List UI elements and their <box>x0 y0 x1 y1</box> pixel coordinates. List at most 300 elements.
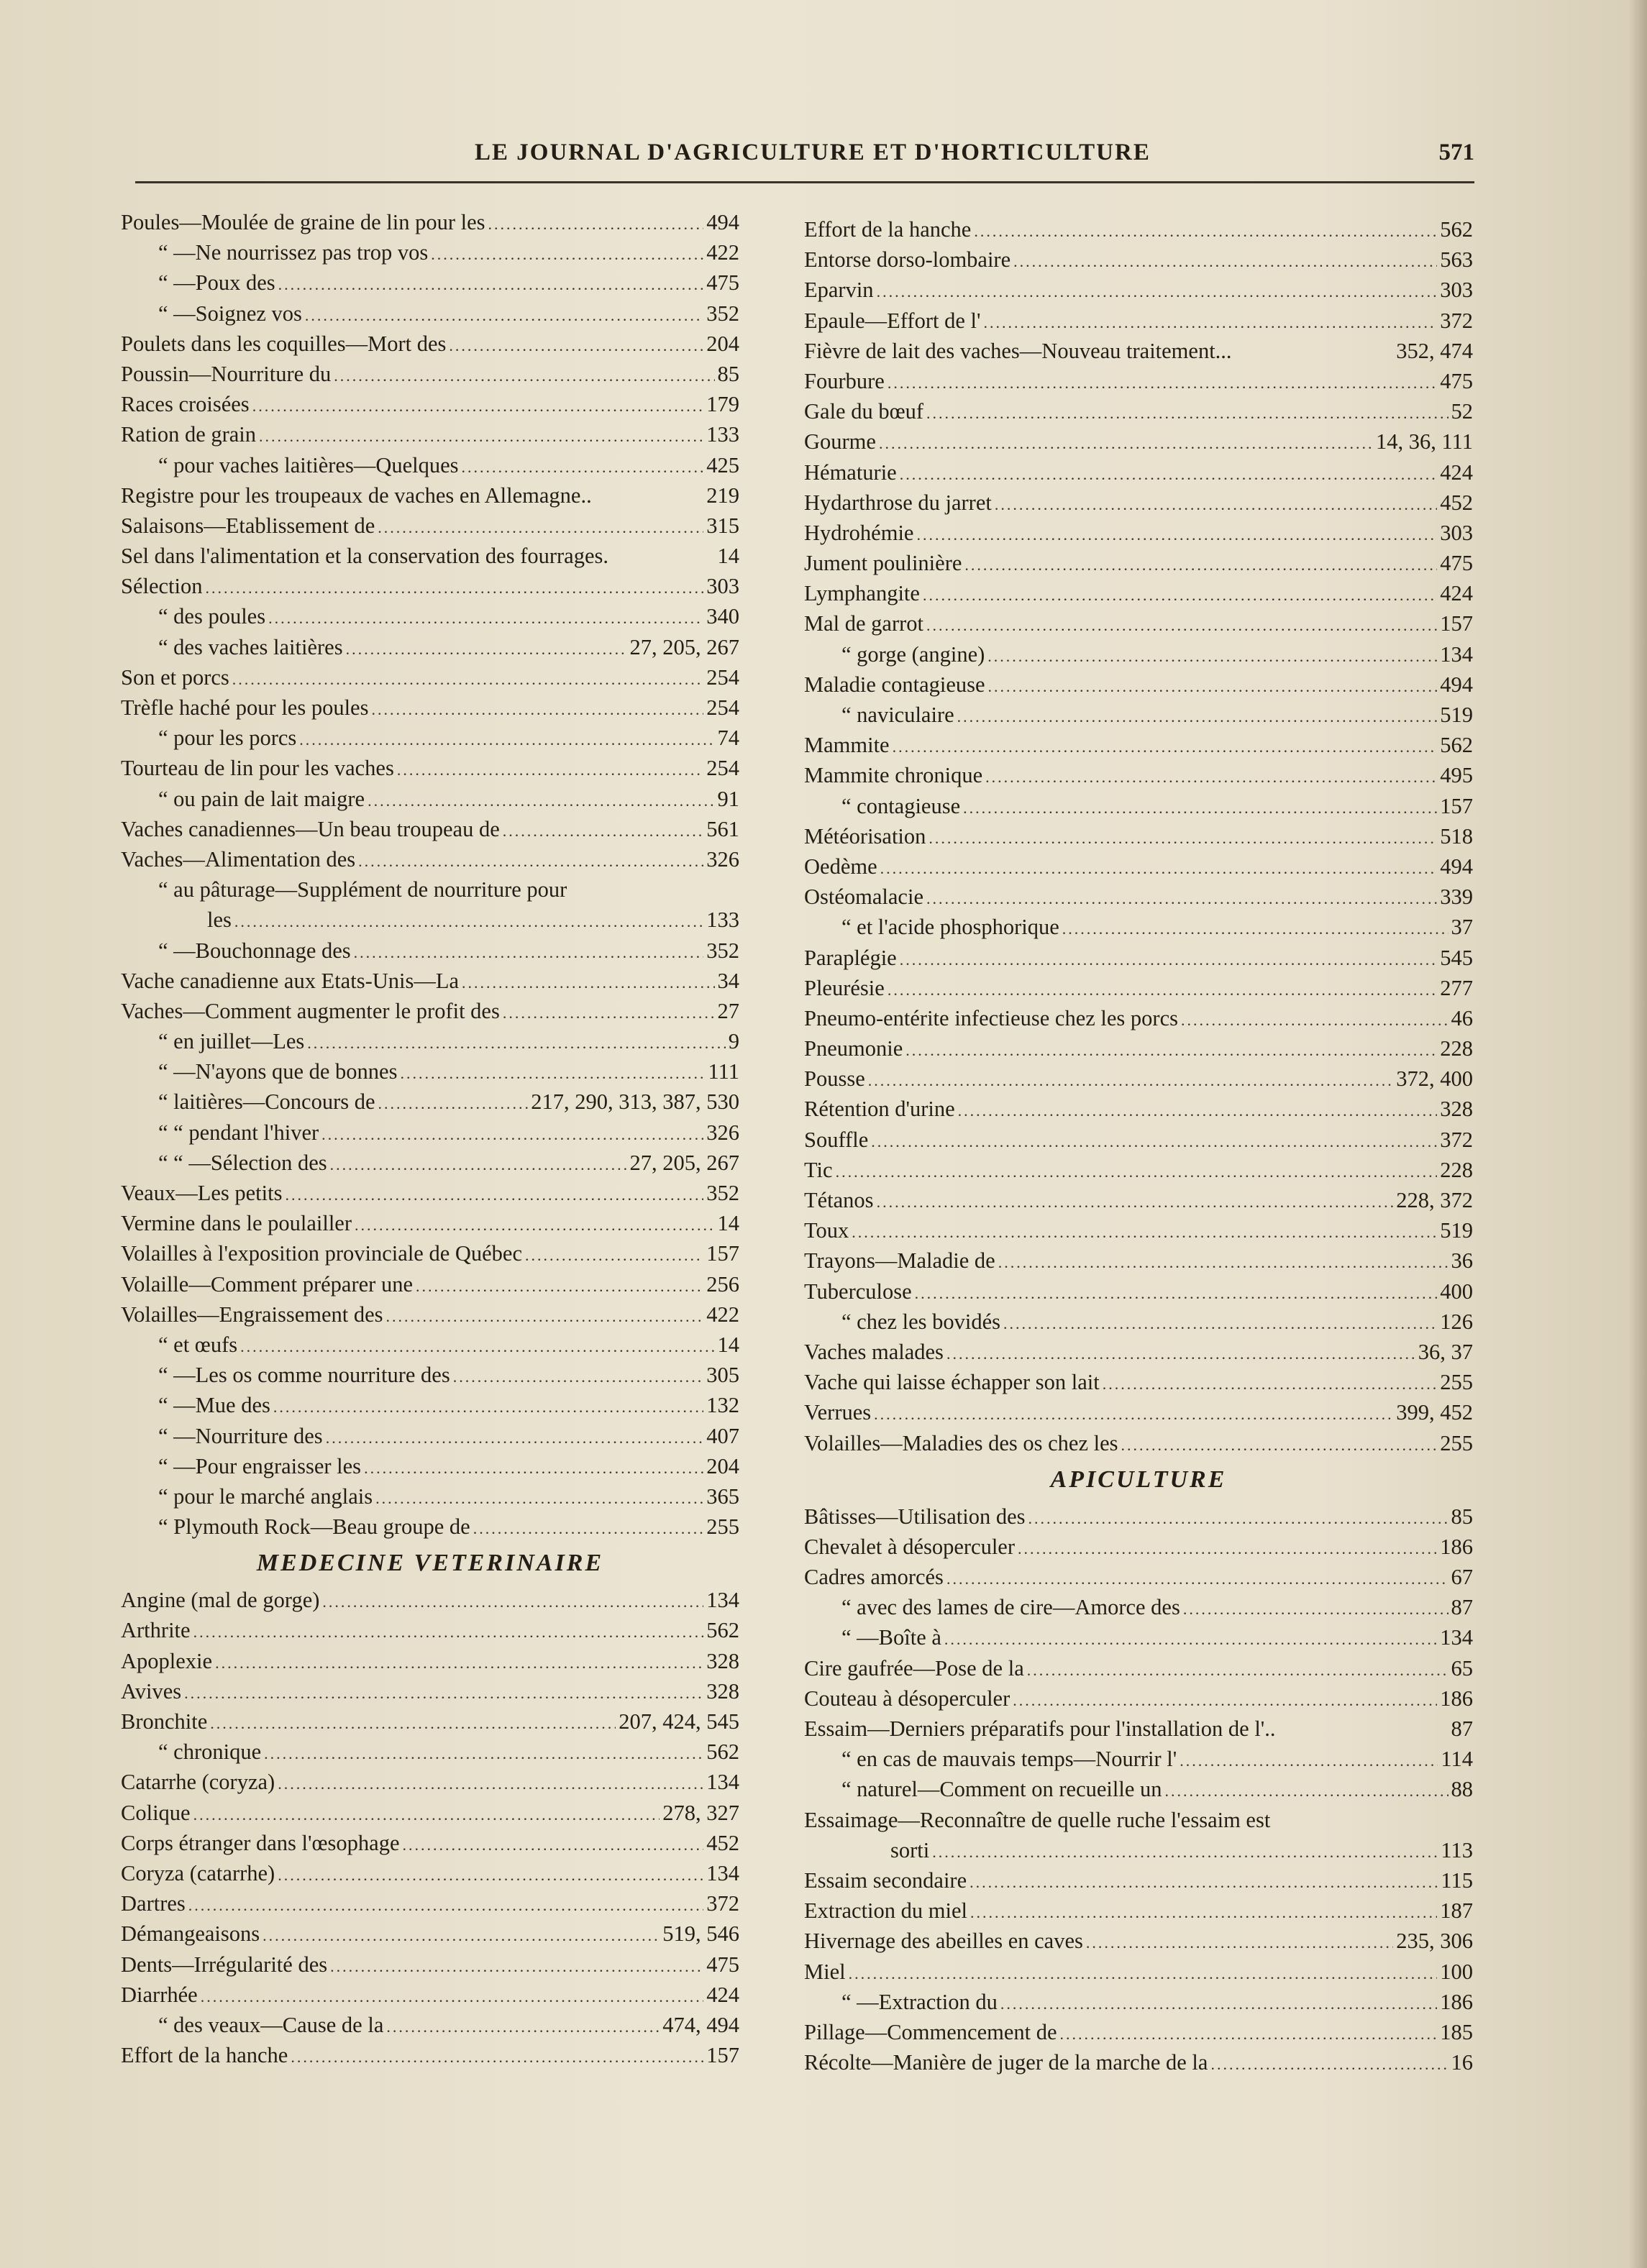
dot-leader <box>431 239 703 270</box>
entry-text: Arthrite <box>121 1618 191 1643</box>
index-entry <box>121 905 739 935</box>
section-heading: MEDECINE VETERINAIRE <box>256 1550 604 1577</box>
entry-text: Entorse dorso-lombaire <box>804 247 1011 273</box>
dot-leader <box>1000 1989 1437 2019</box>
dot-leader <box>416 1271 703 1302</box>
dot-leader <box>278 1769 703 1799</box>
dot-leader <box>905 1035 1437 1066</box>
index-entry <box>121 450 739 480</box>
entry-text: Coryza (catarrhe) <box>121 1860 275 1885</box>
index-entry <box>804 1367 1473 1397</box>
index-entry <box>804 760 1473 790</box>
index-entry <box>804 1033 1473 1064</box>
dot-leader <box>358 846 703 877</box>
index-entry <box>804 1653 1473 1683</box>
entry-text: Poulets dans les coquilles—Mort des <box>121 331 447 356</box>
dot-leader <box>273 1392 703 1422</box>
page-reference: 519 <box>1440 1218 1473 1243</box>
entry-text: “ —Pour engraisser les <box>158 1453 362 1478</box>
entry-text: “ en juillet—Les <box>158 1029 305 1054</box>
page-reference: 157 <box>706 1241 739 1266</box>
entry-text: Veaux—Les petits <box>121 1181 283 1205</box>
entry-text: Son et porcs <box>121 664 229 690</box>
page-reference: 46 <box>1451 1005 1473 1030</box>
page-reference: 372 <box>1440 1127 1473 1152</box>
page-reference: 85 <box>1451 1504 1473 1529</box>
entry-text: Pneumo-entérite infectieuse chez les porcs <box>804 1005 1178 1030</box>
page-reference: 126 <box>1440 1309 1473 1334</box>
index-entry <box>121 753 739 783</box>
index-entry <box>121 1269 739 1299</box>
page-reference: 407 <box>706 1423 739 1448</box>
entry-text: Dents—Irrégularité des <box>121 1952 328 1977</box>
index-entry <box>121 1117 739 1148</box>
dot-leader <box>210 1709 616 1739</box>
page-reference: 65 <box>1451 1655 1473 1681</box>
entry-text: Vache canadienne aux Etats-Unis—La <box>121 968 460 993</box>
index-entry <box>804 730 1473 760</box>
dot-leader <box>1060 2019 1438 2049</box>
entry-text: Tic <box>804 1157 833 1182</box>
index-entry <box>121 662 739 692</box>
index-entry <box>804 457 1473 488</box>
index-entry <box>121 268 739 298</box>
entry-text: Météorisation <box>804 823 926 849</box>
dot-leader <box>987 641 1437 672</box>
entry-text: “ “ —Sélection des <box>158 1150 327 1175</box>
running-header <box>129 135 1474 178</box>
index-entry <box>804 1987 1473 2017</box>
dot-leader <box>215 1648 703 1678</box>
index-entry <box>121 1026 739 1056</box>
dot-leader <box>985 762 1437 792</box>
index-entry <box>121 1178 739 1208</box>
entry-text: Essaim secondaire <box>804 1867 967 1893</box>
page-reference: 100 <box>1440 1959 1473 1984</box>
entry-text: Trayons—Maladie de <box>804 1248 995 1274</box>
dot-leader <box>995 490 1437 520</box>
dot-leader <box>849 1959 1438 1989</box>
page-reference: 133 <box>706 422 739 447</box>
page-reference: 562 <box>1440 217 1473 242</box>
index-entry <box>121 1646 739 1676</box>
dot-leader <box>874 1399 1393 1430</box>
index-entry <box>804 426 1473 457</box>
dot-leader <box>259 421 703 452</box>
page-reference: 400 <box>1440 1279 1473 1304</box>
entry-text: “ contagieuse <box>841 793 961 818</box>
page-reference: 157 <box>1440 611 1473 636</box>
page-reference: 424 <box>1440 459 1473 485</box>
page-reference: 303 <box>1440 278 1473 303</box>
page-reference: 518 <box>1440 823 1473 849</box>
dot-leader <box>278 1860 703 1890</box>
dot-leader <box>929 823 1437 854</box>
index-entry <box>121 1087 739 1117</box>
dot-leader <box>326 1423 704 1453</box>
dot-leader <box>946 1339 1415 1369</box>
page-reference: 36 <box>1451 1248 1473 1274</box>
dot-leader <box>998 1248 1448 1278</box>
dot-leader <box>868 1066 1394 1096</box>
page-reference: 328 <box>706 1648 739 1673</box>
page-reference: 186 <box>1440 1534 1473 1559</box>
entry-text: Apoplexie <box>121 1648 213 1673</box>
entry-text: Diarrhée <box>121 1982 198 2007</box>
entry-text: “ des poules <box>158 604 266 629</box>
dot-leader <box>321 1120 703 1150</box>
page-reference: 87 <box>1451 1595 1473 1620</box>
page-reference: 37 <box>1451 915 1473 940</box>
entry-text: Mammite chronique <box>804 763 983 788</box>
index-entry <box>121 419 739 449</box>
page-reference: 494 <box>1440 854 1473 879</box>
index-entry <box>804 2047 1473 2077</box>
entry-text: Tourteau de lin pour les vaches <box>121 756 394 781</box>
entry-text: “ au pâturage—Supplément de nourriture pour <box>158 877 567 902</box>
dot-leader <box>871 1127 1437 1157</box>
dot-leader <box>957 702 1438 732</box>
index-entry <box>804 912 1473 942</box>
page-reference: 157 <box>1440 793 1473 818</box>
entry-text: Paraplégie <box>804 945 897 970</box>
page-reference: 475 <box>706 1952 739 1977</box>
entry-text: “ et l'acide phosphorique <box>841 915 1059 940</box>
index-entry <box>121 480 739 511</box>
entry-text: “ des vaches laitières <box>158 634 343 659</box>
index-entry <box>804 1003 1473 1033</box>
entry-text: Récolte—Manière de juger de la marche de la <box>804 2050 1208 2075</box>
entry-text: Hématurie <box>804 459 897 485</box>
page-reference: 303 <box>1440 520 1473 545</box>
page-reference: 134 <box>1440 641 1473 667</box>
entry-text: “ chronique <box>158 1739 262 1765</box>
page-reference: 277 <box>1440 975 1473 1000</box>
page-reference: 179 <box>706 392 739 417</box>
index-entry <box>121 1421 739 1451</box>
entry-text: Pousse <box>804 1066 865 1092</box>
entry-text: Effort de la hanche <box>121 2043 288 2068</box>
index-entry <box>804 518 1473 548</box>
entry-text: Races croisées <box>121 392 250 417</box>
index-entry <box>121 844 739 874</box>
entry-text: Tétanos <box>804 1188 874 1212</box>
entry-text: Effort de la hanche <box>804 217 972 242</box>
index-entry <box>804 1155 1473 1185</box>
page-reference: 352 <box>706 301 739 326</box>
dot-leader <box>852 1217 1437 1248</box>
index-entry <box>121 1148 739 1178</box>
entry-text: Angine (mal de gorge) <box>121 1588 320 1613</box>
dot-leader <box>462 968 714 998</box>
index-entry <box>804 275 1473 305</box>
dot-leader <box>193 1617 704 1647</box>
entry-text: Oedème <box>804 854 877 879</box>
page-reference: 352 <box>706 938 739 963</box>
index-entry <box>804 1622 1473 1652</box>
dot-leader <box>252 391 704 421</box>
entry-text: Mammite <box>804 733 890 758</box>
index-entry <box>121 1949 739 1980</box>
page-reference: 562 <box>706 1739 739 1765</box>
index-entry <box>121 1676 739 1706</box>
index-entry <box>804 1428 1473 1458</box>
index-entry <box>804 1532 1473 1562</box>
dot-leader <box>299 725 714 755</box>
dot-leader <box>1086 1928 1393 1958</box>
index-entry <box>121 1828 739 1858</box>
entry-text: Tuberculose <box>804 1279 912 1304</box>
page-reference: 228 <box>1440 1157 1473 1182</box>
entry-text: Colique <box>121 1800 191 1825</box>
index-entry <box>804 548 1473 578</box>
page-reference: 494 <box>706 210 739 234</box>
dot-leader <box>264 1739 703 1769</box>
page-reference: 111 <box>708 1059 739 1084</box>
entry-text: Gourme <box>804 429 876 454</box>
index-entry <box>804 973 1473 1003</box>
page-reference: 452 <box>1440 490 1473 515</box>
page-reference: 134 <box>1440 1625 1473 1650</box>
entry-text: Démangeaisons <box>121 1921 260 1947</box>
dot-leader <box>488 209 704 239</box>
dot-leader <box>201 1982 704 2012</box>
dot-leader <box>916 520 1437 550</box>
entry-text: Corps étranger dans l'œsophage <box>121 1830 400 1855</box>
page-reference: 186 <box>1440 1989 1473 2014</box>
entry-text: Miel <box>804 1959 846 1984</box>
entry-text: Souffle <box>804 1127 869 1152</box>
page-reference: 91 <box>717 786 739 811</box>
page-reference: 34 <box>717 968 739 993</box>
entry-text: “ et œufs <box>158 1332 238 1357</box>
index-entry <box>804 1774 1473 1804</box>
dot-leader <box>974 216 1437 247</box>
entry-text: Essaim—Derniers préparatifs pour l'installation de l'.. <box>804 1716 1276 1741</box>
dot-leader <box>278 270 704 300</box>
page-reference: 14 <box>717 1211 739 1236</box>
dot-leader <box>232 664 703 695</box>
entry-text: “ pour le marché anglais <box>158 1483 373 1509</box>
index-entry <box>804 1125 1473 1155</box>
entry-text: “ —Nourriture des <box>158 1423 323 1448</box>
entry-text: Sel dans l'alimentation et la conservation des fourrages. <box>121 544 608 569</box>
index-entry <box>121 237 739 268</box>
page-reference: 88 <box>1451 1777 1473 1802</box>
dot-leader <box>462 452 704 483</box>
page-reference: 475 <box>706 270 739 296</box>
journal-title: LE JOURNAL D'AGRICULTURE ET D'HORTICULTURE <box>475 140 1151 165</box>
page-reference: 254 <box>706 695 739 720</box>
index-entry <box>804 851 1473 882</box>
dot-leader <box>1013 1686 1437 1716</box>
entry-text: Epaule—Effort de l' <box>804 308 981 333</box>
entry-text: Bronchite <box>121 1709 208 1734</box>
entry-text: “ —Les os comme nourriture des <box>158 1363 450 1388</box>
index-entry <box>804 1501 1473 1532</box>
index-entry <box>804 1592 1473 1622</box>
dot-leader <box>877 277 1438 307</box>
dot-leader <box>963 793 1437 823</box>
index-entry <box>121 389 739 419</box>
entry-text: Fourbure <box>804 368 885 393</box>
page-reference: 474, 494 <box>662 2012 739 2037</box>
dot-leader <box>346 634 627 664</box>
dot-leader <box>964 550 1437 580</box>
entry-text: Catarrhe (coryza) <box>121 1770 275 1795</box>
index-entry <box>121 1585 739 1615</box>
entry-text: Volailles—Maladies des os chez les <box>804 1430 1118 1455</box>
dot-leader <box>1210 2049 1448 2080</box>
index-entry <box>121 936 739 966</box>
dot-leader <box>330 1150 627 1180</box>
index-entry <box>804 821 1473 851</box>
page-reference: 204 <box>706 331 739 356</box>
page-reference: 52 <box>1451 399 1473 424</box>
index-entry <box>804 1185 1473 1215</box>
dot-leader <box>305 301 703 331</box>
entry-text: Avives <box>121 1678 182 1704</box>
dot-leader <box>1121 1430 1438 1460</box>
index-entry <box>804 1714 1473 1744</box>
dot-leader <box>473 1514 704 1544</box>
dot-leader <box>386 1302 704 1332</box>
entry-text: “ ou pain de lait maigre <box>158 786 365 811</box>
page-reference: 365 <box>706 1483 739 1509</box>
dot-leader <box>453 1362 704 1392</box>
entry-text: Fièvre de lait des vaches—Nouveau traitement... <box>804 338 1232 363</box>
entry-text: Rétention d'urine <box>804 1097 955 1122</box>
entry-text: Sélection <box>121 574 203 599</box>
index-entry <box>804 1337 1473 1367</box>
page-reference: 425 <box>706 452 739 477</box>
header-rule <box>135 181 1474 183</box>
index-entry <box>804 1064 1473 1094</box>
page-reference: 204 <box>706 1453 739 1478</box>
dot-leader <box>915 1279 1438 1309</box>
index-entry <box>121 2010 739 2040</box>
page-reference: 87 <box>1451 1716 1473 1741</box>
index-entry <box>804 1835 1473 1865</box>
dot-leader <box>188 1890 703 1921</box>
entry-text: Gale du bœuf <box>804 399 924 424</box>
index-entry <box>804 1562 1473 1592</box>
index-entry <box>121 784 739 814</box>
dot-leader <box>970 1898 1437 1928</box>
page-reference: 14 <box>717 1332 739 1357</box>
index-entry <box>121 1798 739 1828</box>
index-entry <box>121 601 739 631</box>
dot-leader <box>958 1096 1438 1126</box>
page-reference: 305 <box>706 1363 739 1388</box>
page-reference: 424 <box>1440 581 1473 606</box>
index-entry <box>121 1888 739 1919</box>
dot-leader <box>926 398 1448 429</box>
dot-leader <box>1018 1534 1437 1564</box>
dot-leader <box>184 1678 703 1709</box>
entry-text: Mal de garrot <box>804 611 923 636</box>
page-reference: 134 <box>706 1588 739 1613</box>
dot-leader <box>193 1800 660 1830</box>
index-entry <box>804 791 1473 821</box>
page-reference: 14 <box>717 544 739 569</box>
page-reference: 495 <box>1440 763 1473 788</box>
page-reference: 185 <box>1440 2019 1473 2044</box>
page-reference: 452 <box>706 1830 739 1855</box>
index-entry <box>804 488 1473 518</box>
entry-text: Verrues <box>804 1400 872 1425</box>
page-reference: 562 <box>1440 733 1473 758</box>
entry-text: Pneumonie <box>804 1036 903 1061</box>
section-heading: APICULTURE <box>1050 1465 1227 1493</box>
entry-text: Hydrohémie <box>804 520 914 545</box>
entry-text: Eparvin <box>804 278 874 303</box>
dot-leader <box>988 672 1438 702</box>
dot-leader <box>877 1187 1394 1217</box>
dot-leader <box>371 695 703 725</box>
page-reference: 424 <box>706 1982 739 2007</box>
dot-leader <box>893 732 1438 762</box>
page-reference: 115 <box>1441 1867 1473 1893</box>
page-reference: 545 <box>1440 945 1473 970</box>
index-entry <box>804 1896 1473 1926</box>
entry-text: “ naviculaire <box>841 703 954 727</box>
dot-leader <box>880 854 1438 884</box>
page-reference: 254 <box>706 664 739 690</box>
dot-leader <box>879 429 1373 459</box>
dot-leader <box>403 1830 704 1860</box>
index-entry <box>121 541 739 571</box>
page-reference: 9 <box>728 1029 739 1054</box>
dot-leader <box>932 1837 1438 1867</box>
dot-leader <box>900 459 1438 490</box>
index-entry <box>121 359 739 389</box>
entry-text: Registre pour les troupeaux de vaches en Allemagne.. <box>121 483 592 508</box>
dot-leader <box>291 2042 703 2072</box>
entry-text: Pillage—Commencement de <box>804 2019 1057 2044</box>
page-reference: 422 <box>706 240 739 265</box>
entry-text: Volailles—Engraissement des <box>121 1302 383 1327</box>
entry-text: “ naturel—Comment on recueille un <box>841 1777 1162 1802</box>
dot-leader <box>334 361 714 391</box>
index-entry <box>121 1208 739 1238</box>
index-entry <box>121 874 739 905</box>
index-entry <box>804 1744 1473 1774</box>
entry-text: Chevalet à désoperculer <box>804 1534 1015 1559</box>
index-entry <box>804 306 1473 336</box>
page-reference: 134 <box>706 1770 739 1795</box>
page-reference: 255 <box>1440 1430 1473 1455</box>
index-entry <box>804 1245 1473 1276</box>
page-reference: 235, 306 <box>1396 1929 1473 1954</box>
dot-leader <box>888 368 1437 398</box>
page-reference: 328 <box>706 1678 739 1704</box>
index-entry <box>804 1397 1473 1427</box>
entry-text: Poussin—Nourriture du <box>121 361 332 386</box>
page-reference: 372, 400 <box>1396 1066 1473 1092</box>
page-reference: 132 <box>706 1393 739 1418</box>
dot-leader <box>240 1332 714 1362</box>
page-reference: 133 <box>706 907 739 933</box>
page-reference: 157 <box>706 2043 739 2068</box>
entry-text: “ gorge (angine) <box>841 641 985 667</box>
page-reference: 85 <box>717 361 739 386</box>
entry-text: Jument poulinière <box>804 551 962 576</box>
entry-text: Hydarthrose du jarret <box>804 490 992 515</box>
page-reference: 228 <box>1440 1036 1473 1061</box>
entry-text: Ostéomalacie <box>804 884 923 910</box>
index-entry <box>804 608 1473 639</box>
